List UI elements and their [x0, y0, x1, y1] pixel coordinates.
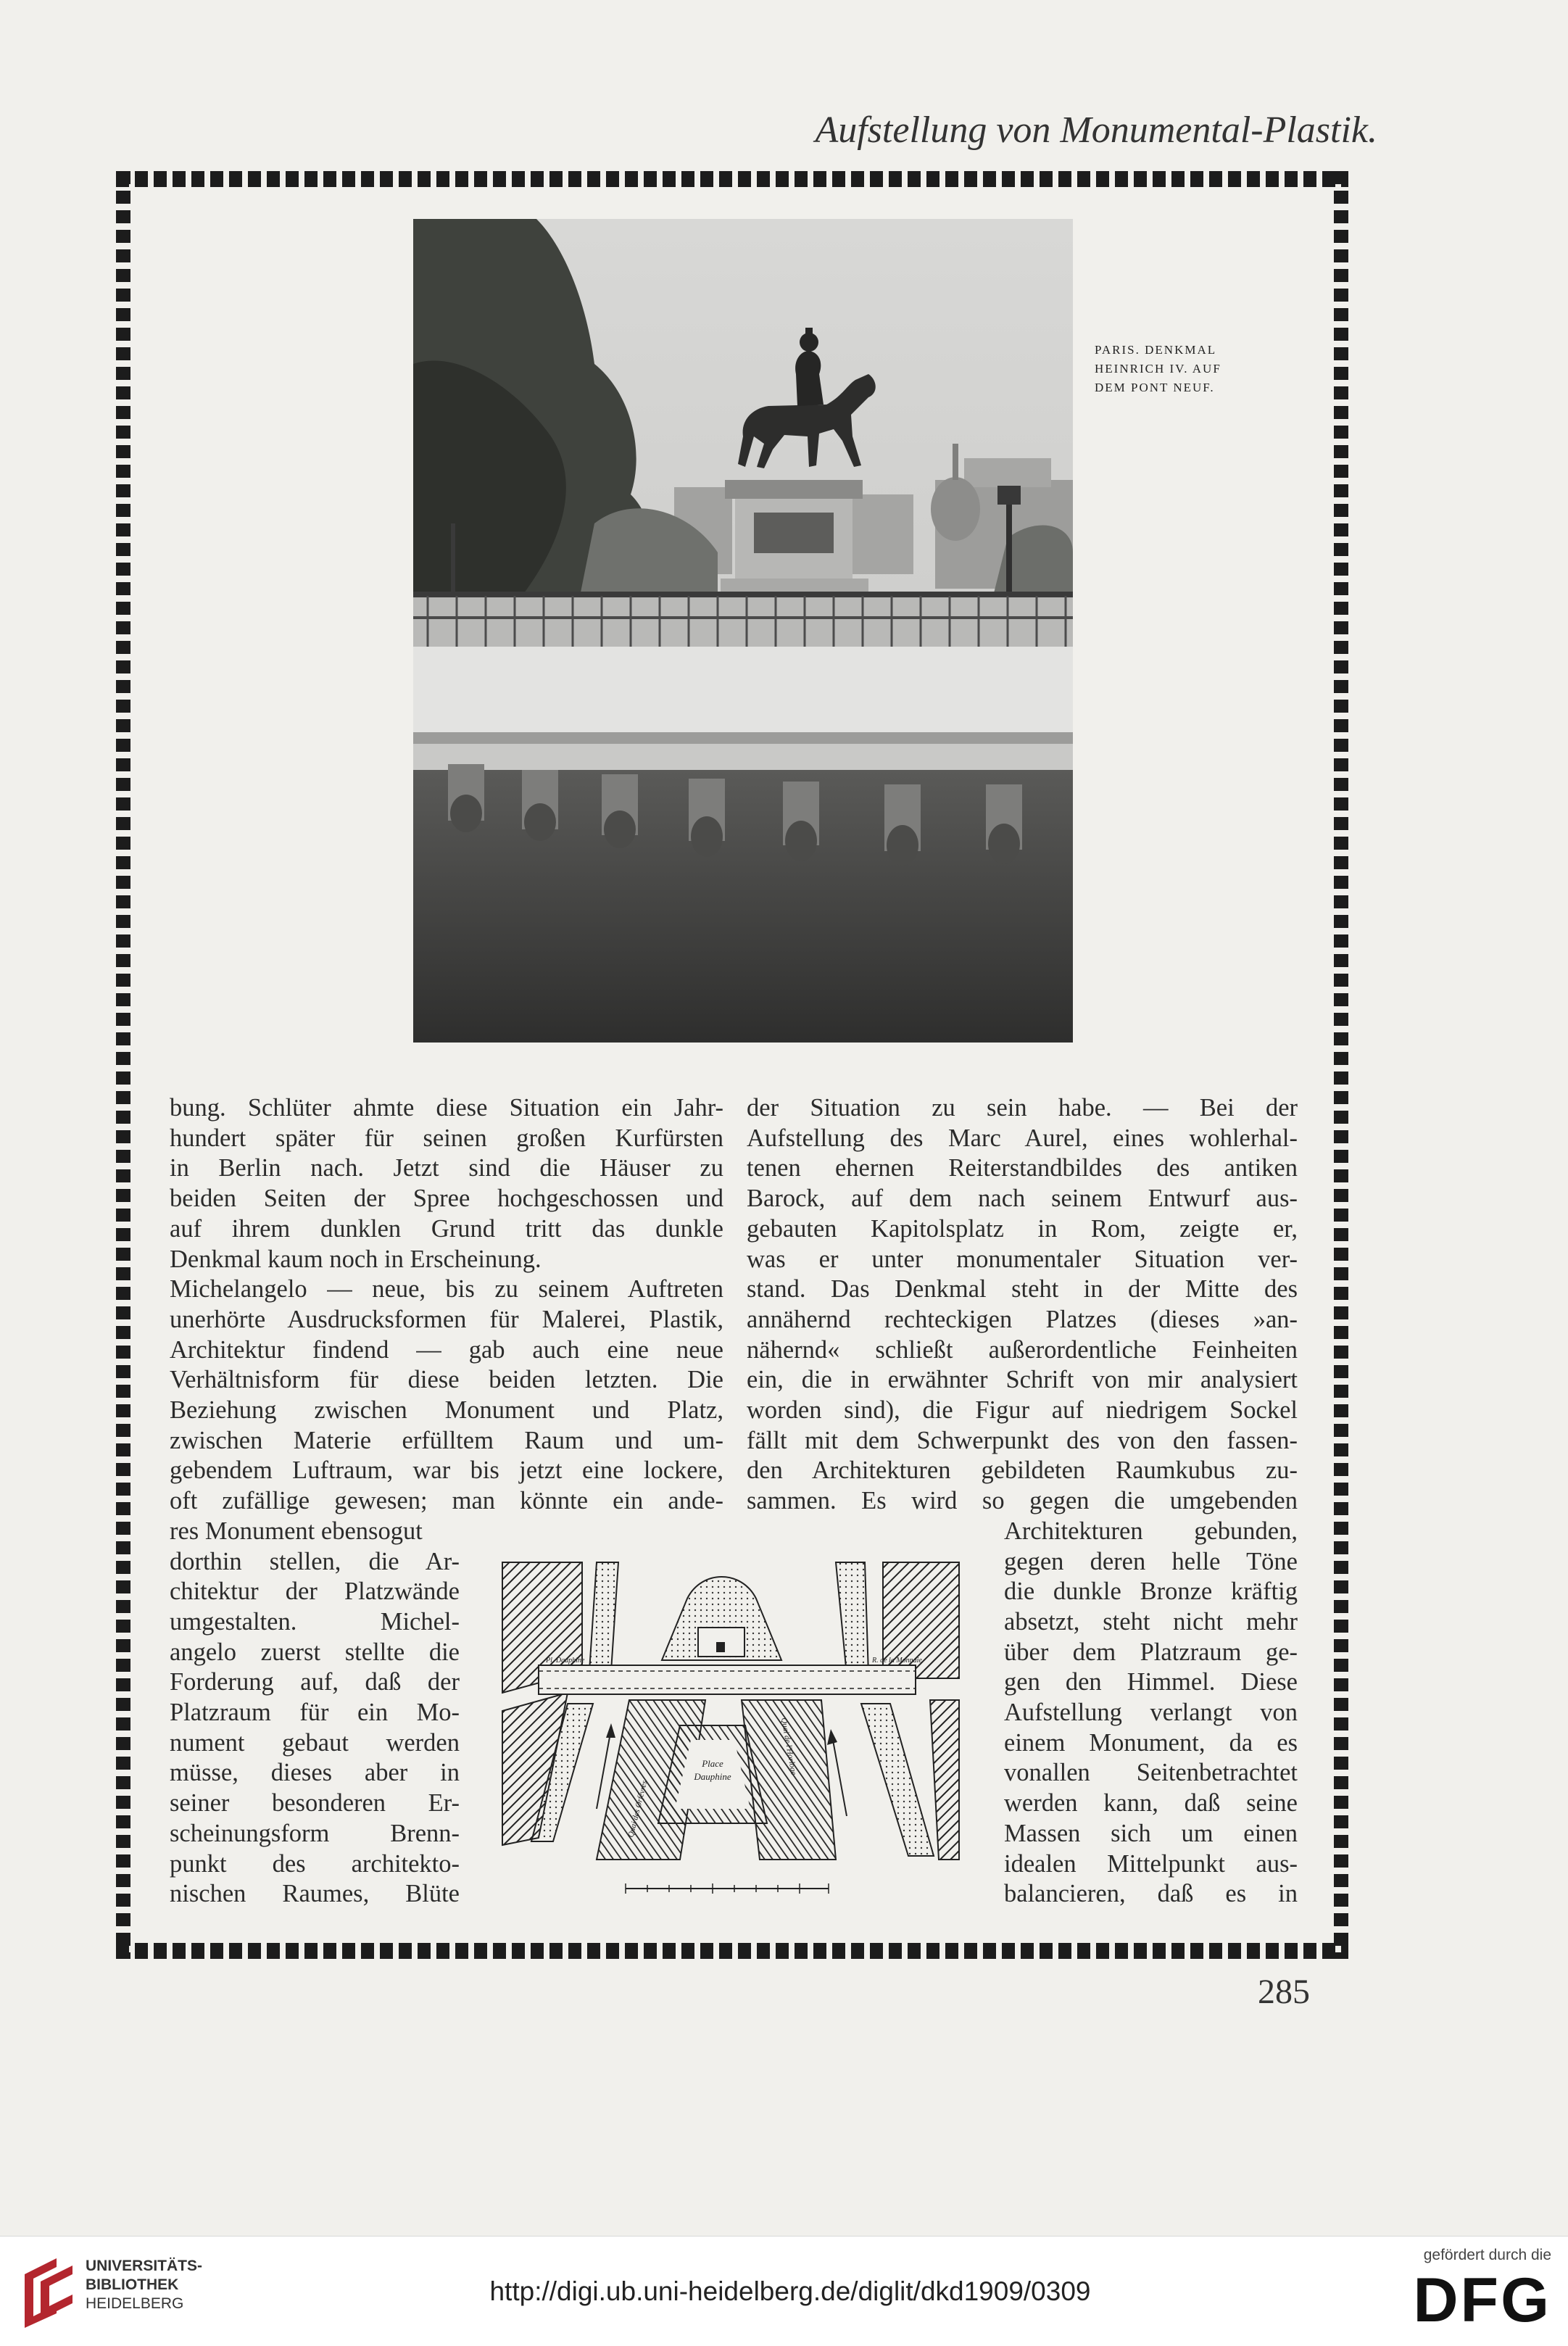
running-head: Aufstellung von Monumental-Plastik.	[815, 109, 1377, 151]
text-line: chitektur der Platzwände	[170, 1578, 460, 1606]
permalink-url[interactable]: http://digi.ub.uni-heidelberg.de/diglit/dkd1909/0309	[489, 2276, 1091, 2306]
text-line: stand. Das Denkmal steht in der Mitte des	[747, 1275, 1298, 1303]
text-line: Aufstellung verlangt von	[1004, 1699, 1298, 1727]
text-line: gegen deren helle Töne	[1004, 1547, 1298, 1575]
ornamental-border-right	[1334, 171, 1348, 1959]
plan-label-top-right: R. de la Monnaie	[872, 1657, 922, 1665]
ornamental-border-left	[116, 171, 130, 1959]
text-line: werden kann, daß seine	[1004, 1789, 1298, 1817]
text-line: Architektur findend — gab auch eine neue	[170, 1335, 723, 1364]
text-line: gebauten Kapitolsplatz in Rom, zeigte er,	[747, 1214, 1298, 1243]
library-name	[86, 2257, 202, 2313]
text-line: Forderung auf, daß der	[170, 1668, 460, 1696]
text-line: angelo zuerst stellte die	[170, 1638, 460, 1666]
text-line: über dem Platzraum ge-	[1004, 1638, 1298, 1666]
funded-by-label: gefördert durch die	[1423, 2247, 1551, 2263]
text-line: oft zufällige gewesen; man könnte ein ande-	[170, 1487, 723, 1515]
text-line: Platzraum für ein Mo-	[170, 1699, 460, 1727]
plan-label-quai-left: Quai des Orfèvres	[626, 1779, 650, 1839]
text-line: absetzt, steht nicht mehr	[1004, 1607, 1298, 1636]
ornamental-border-bottom	[116, 1943, 1348, 1959]
text-line: nähernd« schließt außerordentliche Feinheiten	[747, 1335, 1298, 1364]
text-line: gebendem Luftraum, war bis jetzt eine lockere,	[170, 1456, 723, 1485]
plan-label-dauphine: Dauphine	[694, 1771, 731, 1782]
text-line: Barock, auf dem nach seinem Entwurf aus-	[747, 1185, 1298, 1213]
text-line: was er unter monumentaler Situation ver-	[747, 1245, 1298, 1273]
ornamental-border-top	[116, 171, 1348, 187]
site-plan-place-dauphine	[495, 1555, 963, 1910]
text-line: punkt des architekto-	[170, 1849, 460, 1878]
text-line: müsse, dieses aber in	[170, 1759, 460, 1787]
text-line: res Monument ebensogut	[170, 1517, 423, 1545]
text-line: der Situation zu sein habe. — Bei der	[747, 1094, 1298, 1122]
library-line: BIBLIOTHEK	[86, 2276, 179, 2293]
text-line: auf ihrem dunklen Grund tritt das dunkle	[170, 1214, 723, 1243]
caption-line: HEINRICH IV. AUF	[1095, 362, 1221, 376]
text-line: idealen Mittelpunkt aus-	[1004, 1849, 1298, 1878]
text-line: vonallen Seitenbetrachtet	[1004, 1759, 1298, 1787]
text-line: worden sind), die Figur auf niedrigem Sockel	[747, 1396, 1298, 1425]
page-number: 285	[1258, 1973, 1310, 2011]
text-line: ein, die in erwähnter Schrift von mir analysiert	[747, 1366, 1298, 1394]
text-line: Denkmal kaum noch in Erscheinung.	[170, 1245, 542, 1273]
text-line: bung. Schlüter ahmte diese Situation ein Jahr-	[170, 1094, 723, 1122]
photo-caption	[1095, 341, 1276, 397]
library-logo-icon	[17, 2252, 80, 2329]
plan-label-quai-right: Quai de l'Horloge	[779, 1717, 798, 1776]
footer-bar	[0, 2236, 1568, 2346]
text-line: Aufstellung des Marc Aurel, eines wohlerhal-	[747, 1124, 1298, 1152]
text-line: Michelangelo — neue, bis zu seinem Auftreten	[170, 1275, 723, 1303]
text-line: in Berlin nach. Jetzt sind die Häuser zu	[170, 1154, 723, 1182]
text-line: fällt mit dem Schwerpunkt des von den fassen-	[747, 1426, 1298, 1454]
text-line: unerhörte Ausdrucksformen für Malerei, Plastik,	[170, 1305, 723, 1333]
caption-line: PARIS. DENKMAL	[1095, 343, 1217, 357]
library-line: UNIVERSITÄTS-	[86, 2258, 203, 2274]
text-line: Beziehung zwischen Monument und Platz,	[170, 1396, 723, 1425]
text-line: zwischen Materie erfülltem Raum und um-	[170, 1426, 723, 1454]
text-line: annähernd rechteckigen Platzes (dieses »an-	[747, 1305, 1298, 1333]
text-line: Architekturen gebunden,	[1004, 1517, 1298, 1545]
text-line: die dunkle Bronze kräftig	[1004, 1578, 1298, 1606]
text-line: Massen sich um einen	[1004, 1819, 1298, 1847]
text-line: scheinungsform Brenn-	[170, 1819, 460, 1847]
text-line: Verhältnisform für diese beiden letzten. Die	[170, 1366, 723, 1394]
text-line: sammen. Es wird so gegen die umgebenden	[747, 1487, 1298, 1515]
text-line: den Architekturen gebildeten Raumkubus zu-	[747, 1456, 1298, 1485]
photograph-equestrian-monument	[413, 219, 1073, 1043]
text-line: tenen ehernen Reiterstandbildes des antiken	[747, 1154, 1298, 1182]
text-line: einem Monument, da es	[1004, 1728, 1298, 1757]
text-line: umgestalten. Michel-	[170, 1607, 460, 1636]
text-line: seiner besonderen Er-	[170, 1789, 460, 1817]
text-line: balancieren, daß es in	[1004, 1880, 1298, 1908]
plan-label-place: Place	[702, 1758, 723, 1769]
caption-line: DEM PONT NEUF.	[1095, 381, 1215, 394]
library-line: HEIDELBERG	[86, 2295, 184, 2312]
text-line: beiden Seiten der Spree hochgeschossen und	[170, 1185, 723, 1213]
plan-label-top-left: Pl. Dauphine	[546, 1657, 585, 1665]
text-line: dorthin stellen, die Ar-	[170, 1547, 460, 1575]
text-line: gen den Himmel. Diese	[1004, 1668, 1298, 1696]
text-line: nischen Raumes, Blüte	[170, 1880, 460, 1908]
text-line: hundert später für seinen großen Kurfürsten	[170, 1124, 723, 1152]
text-line: nument gebaut werden	[170, 1728, 460, 1757]
dfg-logo: DFG	[1413, 2266, 1551, 2335]
